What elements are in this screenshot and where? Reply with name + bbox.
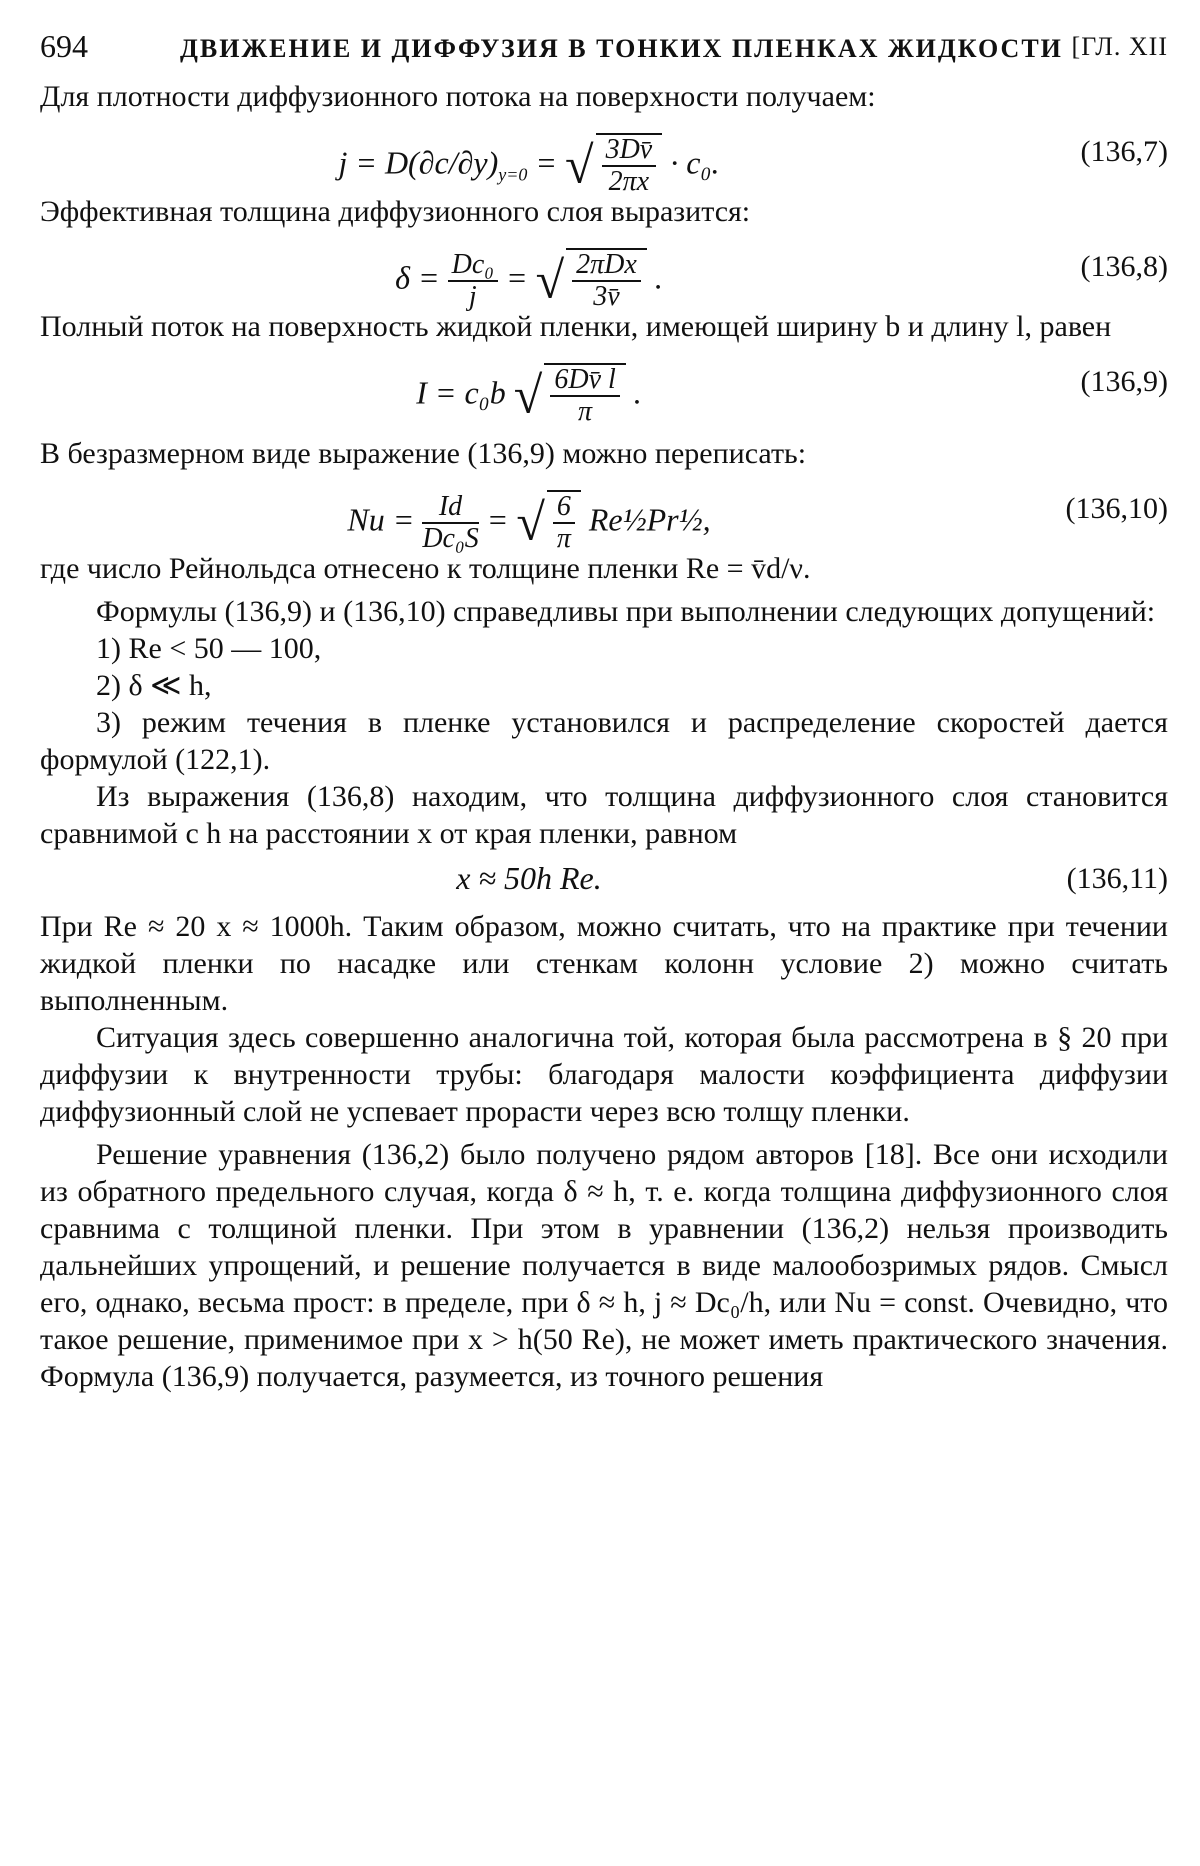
paragraph-total-flux: Полный поток на поверхность жидкой пленки, имеющей ширину b и длину l, равен	[40, 310, 1112, 343]
eq3-lhs: I = c₀b	[416, 374, 506, 411]
eq2-den: 3v̄	[593, 281, 620, 312]
eq2-frac-num: Dc₀	[448, 250, 498, 282]
eq4-frac-num: Id	[422, 492, 478, 524]
eq2-left-fraction	[448, 250, 498, 312]
eq3-tail: .	[633, 374, 642, 411]
eq1-num: 3Dv̄	[602, 135, 657, 167]
paragraph-assumptions: Формулы (136,9) и (136,10) справедливы при выполнении следующих допущений:	[96, 595, 1156, 628]
eq4-num: 6	[553, 492, 575, 524]
eq1-label: (136,7)	[1080, 135, 1168, 168]
eq4-left-fraction	[422, 492, 478, 554]
eq1-mid: =	[535, 144, 558, 181]
paragraph-effective-thickness: Эффективная толщина диффузионного слоя выразится:	[40, 195, 751, 228]
paragraph-situation: Ситуация здесь совершенно аналогична той, которая была рассмотрена в § 20 при диффузии к внутренности трубы: благодаря малости коэффициента диффузии диффузионный слой не успевает прорасти через всю толщу пленки.	[40, 1021, 1168, 1128]
page-number: 694	[40, 28, 88, 64]
assumption-2: 2) δ ≪ h,	[96, 669, 212, 702]
document-page	[40, 28, 1168, 1395]
paragraph-reynolds: где число Рейнольдса отнесено к толщине пленки Re = v̄d/ν.	[40, 552, 811, 585]
eq3-den: π	[578, 396, 593, 427]
equation-136-10: Nu = $\frac{Id}{\text{Dc₀S}}$ = √ $\frac{6}{\pi}$ Re½Pr½, (136,10)	[347, 491, 1168, 554]
eq3-fraction	[550, 365, 619, 427]
eq4-fraction	[553, 492, 575, 554]
eq1-sub: y=0	[498, 164, 528, 185]
eq5-label: (136,11)	[1066, 862, 1168, 895]
paragraph-solution: Решение уравнения (136,2) было получено рядом авторов [18]. Все они исходили из обратного предельного случая, когда δ ≈ h, т. е. когда толщина диффузионного слоя сравнима с толщиной пленки. При этом в уравнении (136,2) нельзя производить дальнейших упрощений, и решение получается в виде малообозримых рядов. Смысл его, однако, весьма прост: в пределе, при δ ≈ h, j ≈ Dc₀/h, или Nu = const. Очевидно, что такое решение, применимое при x > h(50 Re), не может иметь практического значения. Формула (136,9) получается, разумеется, из точного решения	[40, 1138, 1168, 1393]
eq3-num: 6Dv̄ l	[550, 365, 619, 397]
eq4-den: π	[556, 523, 571, 554]
sqrt-symbol: √	[516, 494, 545, 552]
eq2-fraction	[572, 250, 641, 312]
assumption-1: 1) Re < 50 — 100,	[96, 632, 322, 665]
eq4-lhs: Nu =	[347, 501, 415, 538]
paragraph-dimensionless: В безразмерном виде выражение (136,9) можно переписать:	[40, 437, 807, 470]
equation-136-7	[40, 115, 1168, 197]
eq1-tail: · c₀.	[670, 144, 720, 181]
equation-136-9	[40, 345, 1168, 427]
eq2-label: (136,8)	[1080, 250, 1168, 283]
eq1-fraction	[602, 135, 657, 197]
equation-136-8: δ = $\frac{\text{Dc₀}}{j}$ = √ $\frac{\text{2πDx}}{3v̄}$ . (136,8)	[395, 249, 1168, 312]
assumption-3: 3) режим течения в пленке установился и распределение скоростей дается формулой (122,1).	[40, 706, 1168, 776]
equation-136-11	[40, 852, 1168, 908]
running-header	[40, 28, 1168, 78]
eq2-frac-den: j	[468, 281, 477, 312]
sqrt-symbol: √	[565, 137, 594, 195]
chapter-label: [ГЛ. XII	[1071, 32, 1168, 61]
eq4-label: (136,10)	[1065, 492, 1168, 525]
sqrt-symbol: √	[513, 367, 543, 425]
eq4-tail: Re½Pr½,	[588, 501, 711, 538]
paragraph-comparable-distance: Из выражения (136,8) находим, что толщина диффузионного слоя становится сравнимой с h на расстоянии x от края пленки, равном	[40, 780, 1168, 850]
running-title: ДВИЖЕНИЕ И ДИФФУЗИЯ В ТОНКИХ ПЛЕНКАХ ЖИДКОСТИ	[180, 34, 1063, 63]
sqrt-symbol: √	[535, 252, 565, 310]
eq4-frac-den: Dc₀S	[422, 523, 479, 554]
eq5-expression: x ≈ 50h Re.	[456, 860, 602, 896]
paragraph-practice: При Re ≈ 20 x ≈ 1000h. Таким образом, можно считать, что на практике при течении жидкой пленки по насадке или стенкам колонн условие 2) можно считать выполненным.	[40, 910, 1168, 1017]
eq1-den: 2πx	[608, 166, 650, 197]
eq1-lhs: j = D(∂c/∂y)	[338, 144, 499, 181]
eq2-lhs: δ =	[395, 259, 440, 296]
paragraph-flux-intro: Для плотности диффузионного потока на поверхности получаем:	[40, 80, 876, 113]
eq2-num: 2πDx	[572, 250, 641, 282]
eq2-tail: .	[654, 259, 663, 296]
eq3-label: (136,9)	[1080, 365, 1168, 398]
